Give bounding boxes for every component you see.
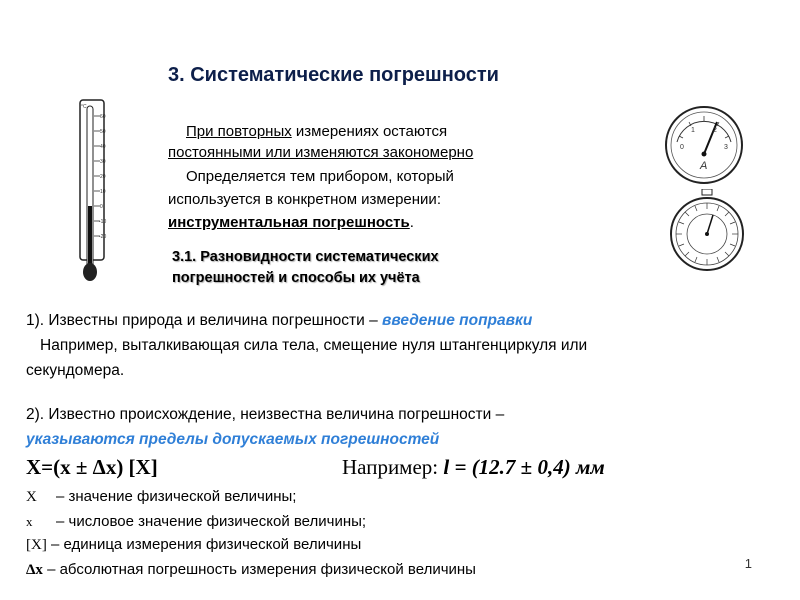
correction-highlight: введение поправки [382,312,533,329]
formula-example: Например: l = (12.7 ± 0,4) мм [342,455,605,479]
formula-example-value: l = (12.7 ± 0,4) мм [443,455,605,479]
intro-line-2: постоянными или изменяются закономерно [168,144,474,161]
definition-item: [X] – единица измерения физической величины [26,536,362,553]
thermometer-tick-label: 10 [100,189,106,195]
thermometer-tick-label: 50 [100,129,106,135]
thermometer-illustration [72,98,112,288]
ammeter-scale-label: 3 [724,144,728,151]
intro-line-5: инструментальная погрешность. [168,214,414,231]
slide-number: 1 [744,556,752,571]
instrumental-error-term: инструментальная погрешность [168,214,410,231]
intro-line-3: Определяется тем прибором, который [186,168,454,185]
ammeter-scale-label: 1 [691,127,695,134]
thermometer-tick-label: 40 [100,144,106,150]
ammeter-scale-label: 2 [713,127,717,134]
definition-item: X – значение физической величины; [26,488,297,505]
dial-gauge-illustration [666,189,748,273]
item-1: 1). Известны природа и величина погрешности – введение поправки Например, выталкивающая сила тела, смещение нуля штангенциркуля или секундомера. [26,308,587,383]
thermometer-tick-label: 0 [100,204,103,210]
slide-title: 3. Систематические погрешности [168,64,499,86]
ammeter-symbol: A [700,160,708,172]
repeated-term: При повторных [186,123,292,140]
intro-line-4: используется в конкретном измерении: [168,191,441,208]
ammeter-scale-label: 0 [680,144,684,151]
formula-main: X=(x ± Δx) [X] [26,455,158,479]
item-1-example-end: секундомера. [26,362,125,379]
item-2: 2). Известно происхождение, неизвестна величина погрешности – указываются пределы допускаемых погрешностей [26,402,504,452]
thermometer-tick-label: -10 [99,219,107,225]
thermometer-tick-label: 60 [100,114,106,120]
definition-item: Δx – абсолютная погрешность измерения физической величины [26,560,476,578]
thermometer-unit-label: °C [81,104,87,110]
thermometer-tick-label: 30 [100,159,106,165]
thermometer-tick-label: -20 [99,234,107,240]
intro-line-1: При повторных измерениях остаются [186,123,448,140]
thermometer-tick-label: 20 [100,174,106,180]
definitions-list [26,485,476,582]
definition-item: x – числовое значение физической величины; [26,512,367,530]
tolerance-highlight: указываются пределы допускаемых погрешностей [26,431,440,448]
item-1-example: Например, выталкивающая сила тела, смещение нуля штангенциркуля или [40,337,588,354]
section-subheading: 3.1. Разновидности систематических погрешностей и способы их учёта [172,249,439,286]
ammeter-dial-illustration [663,104,745,186]
